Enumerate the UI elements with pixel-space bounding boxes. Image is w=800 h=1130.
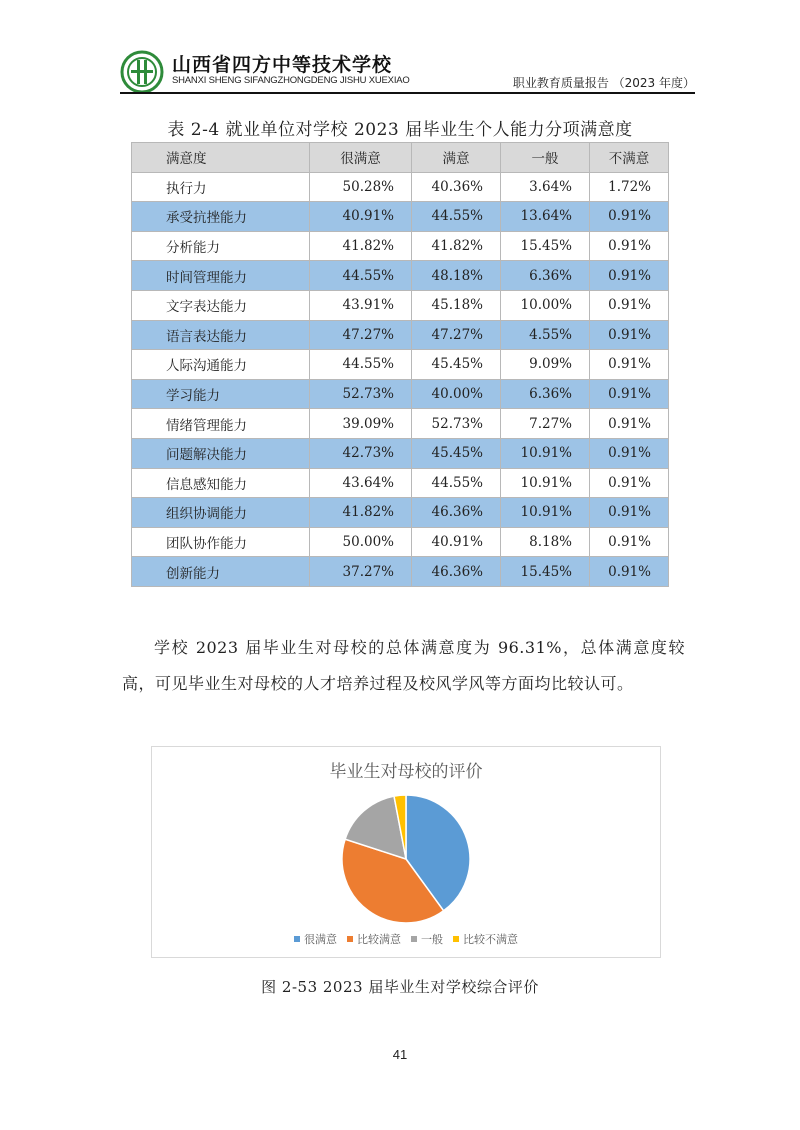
cell-value: 3.64% <box>501 172 590 202</box>
cell-value: 50.28% <box>310 172 412 202</box>
cell-value: 15.45% <box>501 231 590 261</box>
cell-value: 44.55% <box>310 261 412 291</box>
cell-value: 6.36% <box>501 379 590 409</box>
legend-swatch <box>453 936 459 942</box>
table-row <box>132 320 669 350</box>
cell-value: 40.00% <box>412 379 501 409</box>
cell-value: 41.82% <box>310 498 412 528</box>
cell-value: 43.64% <box>310 468 412 498</box>
cell-value: 0.91% <box>590 350 669 380</box>
table-row <box>132 290 669 320</box>
cell-value: 44.55% <box>310 350 412 380</box>
table-row <box>132 350 669 380</box>
cell-value: 0.91% <box>590 231 669 261</box>
row-label: 人际沟通能力 <box>132 350 310 380</box>
cell-value: 0.91% <box>590 468 669 498</box>
table-header-row <box>132 143 669 173</box>
row-label: 信息感知能力 <box>132 468 310 498</box>
column-header: 很满意 <box>310 143 412 173</box>
page-header <box>120 48 695 92</box>
cell-value: 0.91% <box>590 202 669 232</box>
cell-value: 43.91% <box>310 290 412 320</box>
cell-value: 45.18% <box>412 290 501 320</box>
row-label: 语言表达能力 <box>132 320 310 350</box>
legend-item <box>453 931 518 947</box>
page-number: 41 <box>392 1047 408 1062</box>
table-row <box>132 498 669 528</box>
legend-label: 一般 <box>421 933 443 946</box>
column-header: 满意 <box>412 143 501 173</box>
report-title: 职业教育质量报告 （2023 年度） <box>512 76 695 90</box>
pie-plot <box>340 793 472 925</box>
cell-value: 45.45% <box>412 350 501 380</box>
row-label: 承受抗挫能力 <box>132 202 310 232</box>
cell-value: 6.36% <box>501 261 590 291</box>
cell-value: 42.73% <box>310 438 412 468</box>
table-row <box>132 527 669 557</box>
row-label: 问题解决能力 <box>132 438 310 468</box>
cell-value: 41.82% <box>310 231 412 261</box>
table-row <box>132 261 669 291</box>
cell-value: 8.18% <box>501 527 590 557</box>
row-label: 团队协作能力 <box>132 527 310 557</box>
cell-value: 40.36% <box>412 172 501 202</box>
cell-value: 52.73% <box>412 409 501 439</box>
row-label: 文字表达能力 <box>132 290 310 320</box>
row-label: 组织协调能力 <box>132 498 310 528</box>
table-row <box>132 557 669 587</box>
cell-value: 7.27% <box>501 409 590 439</box>
legend-swatch <box>294 936 300 942</box>
cell-value: 45.45% <box>412 438 501 468</box>
cell-value: 0.91% <box>590 557 669 587</box>
cell-value: 37.27% <box>310 557 412 587</box>
table-caption: 表 2-4 就业单位对学校 2023 届毕业生个人能力分项满意度 <box>167 120 633 140</box>
table-row <box>132 379 669 409</box>
cell-value: 10.91% <box>501 438 590 468</box>
satisfaction-table <box>131 142 669 587</box>
legend-item <box>411 931 443 947</box>
column-header: 一般 <box>501 143 590 173</box>
cell-value: 40.91% <box>412 527 501 557</box>
cell-value: 50.00% <box>310 527 412 557</box>
cell-value: 44.55% <box>412 202 501 232</box>
legend-item <box>294 931 337 947</box>
row-label: 分析能力 <box>132 231 310 261</box>
cell-value: 15.45% <box>501 557 590 587</box>
cell-value: 0.91% <box>590 379 669 409</box>
row-label: 执行力 <box>132 172 310 202</box>
cell-value: 0.91% <box>590 527 669 557</box>
cell-value: 47.27% <box>412 320 501 350</box>
chart-title: 毕业生对母校的评价 <box>329 762 483 782</box>
cell-value: 10.00% <box>501 290 590 320</box>
table-row <box>132 438 669 468</box>
school-name-en: SHANXI SHENG SIFANGZHONGDENG JISHU XUEXIAO <box>172 75 410 86</box>
cell-value: 52.73% <box>310 379 412 409</box>
legend-swatch <box>347 936 353 942</box>
cell-value: 46.36% <box>412 498 501 528</box>
column-header: 满意度 <box>132 143 310 173</box>
chart-legend <box>152 931 660 947</box>
header-divider <box>120 92 695 94</box>
cell-value: 0.91% <box>590 438 669 468</box>
row-label: 创新能力 <box>132 557 310 587</box>
summary-paragraph: 学校 2023 届毕业生对母校的总体满意度为 96.31%，总体满意度较高，可见毕业生对母校的人才培养过程及校风学风等方面均比较认可。 <box>122 638 685 693</box>
cell-value: 0.91% <box>590 409 669 439</box>
cell-value: 13.64% <box>501 202 590 232</box>
pie-chart <box>151 746 661 958</box>
school-logo-icon <box>120 50 164 94</box>
figure-caption: 图 2-53 2023 届毕业生对学校综合评价 <box>261 978 539 996</box>
legend-label: 比较不满意 <box>463 933 518 946</box>
cell-value: 0.91% <box>590 261 669 291</box>
cell-value: 41.82% <box>412 231 501 261</box>
cell-value: 10.91% <box>501 468 590 498</box>
cell-value: 10.91% <box>501 498 590 528</box>
cell-value: 1.72% <box>590 172 669 202</box>
legend-swatch <box>411 936 417 942</box>
table-row <box>132 172 669 202</box>
cell-value: 48.18% <box>412 261 501 291</box>
cell-value: 4.55% <box>501 320 590 350</box>
cell-value: 44.55% <box>412 468 501 498</box>
legend-item <box>347 931 401 947</box>
cell-value: 9.09% <box>501 350 590 380</box>
cell-value: 47.27% <box>310 320 412 350</box>
cell-value: 40.91% <box>310 202 412 232</box>
table-row <box>132 468 669 498</box>
column-header: 不满意 <box>590 143 669 173</box>
row-label: 时间管理能力 <box>132 261 310 291</box>
row-label: 情绪管理能力 <box>132 409 310 439</box>
cell-value: 0.91% <box>590 290 669 320</box>
legend-label: 比较满意 <box>357 933 401 946</box>
school-name-cn: 山西省四方中等技术学校 <box>172 54 393 76</box>
table-row <box>132 231 669 261</box>
table-row <box>132 409 669 439</box>
cell-value: 39.09% <box>310 409 412 439</box>
table-row <box>132 202 669 232</box>
legend-label: 很满意 <box>304 933 337 946</box>
cell-value: 0.91% <box>590 320 669 350</box>
row-label: 学习能力 <box>132 379 310 409</box>
cell-value: 46.36% <box>412 557 501 587</box>
cell-value: 0.91% <box>590 498 669 528</box>
